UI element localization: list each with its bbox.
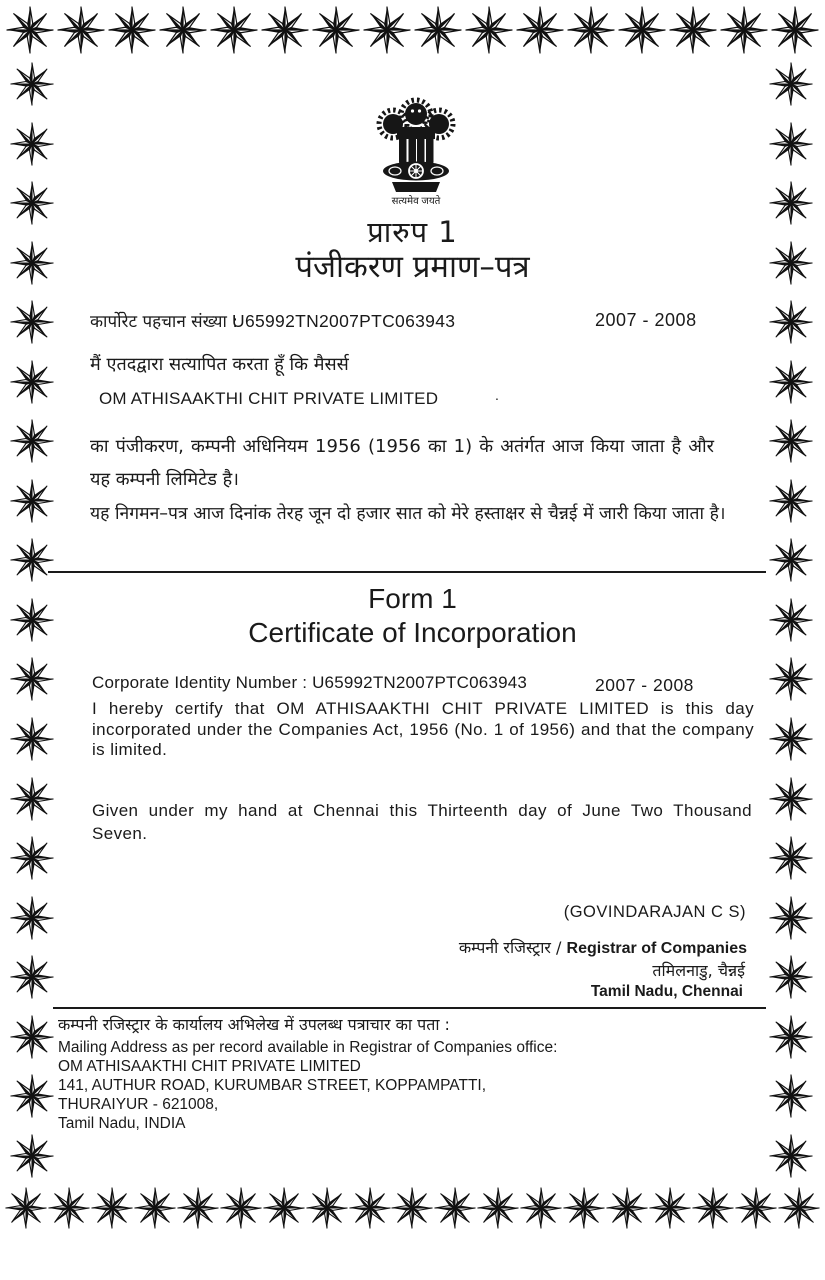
registrar-region-english: Tamil Nadu, Chennai xyxy=(590,983,743,1000)
ornament-star-icon xyxy=(108,6,156,54)
ornament-star-icon xyxy=(6,6,54,54)
ornament-star-icon xyxy=(10,62,54,106)
ornament-star-icon xyxy=(363,6,411,54)
mailing-label-hindi: कम्पनी रजिस्ट्रार के कार्यालय अभिलेख में उपलब्ध पत्राचार का पता : xyxy=(58,1015,450,1034)
certify-paragraph-english: I hereby certify that OM ATHISAAKTHI CHIT PRIVATE LIMITED is this day incorporated under the Companies Act, 1956 (No. 1 of 1956) and that the company is limited. xyxy=(92,699,754,759)
ornament-star-icon xyxy=(769,836,813,880)
ornament-star-icon xyxy=(5,1187,47,1229)
ornament-star-icon xyxy=(692,1187,734,1229)
section-divider-line xyxy=(48,571,766,573)
ornament-star-icon xyxy=(391,1187,433,1229)
mailing-address-line2: THURAIYUR - 621008, xyxy=(58,1096,219,1113)
ornament-star-icon xyxy=(306,1187,348,1229)
registrar-region-hindi: तमिलनाडु, चैन्नई xyxy=(652,961,745,980)
ornament-star-icon xyxy=(10,241,54,285)
ornament-star-icon xyxy=(769,62,813,106)
ornament-star-icon xyxy=(516,6,564,54)
ornament-star-icon xyxy=(312,6,360,54)
cin-value: U65992TN2007PTC063943 xyxy=(232,311,456,331)
ornament-star-icon xyxy=(769,657,813,701)
ornament-star-icon xyxy=(134,1187,176,1229)
ornament-star-icon xyxy=(48,1187,90,1229)
ornament-border-left xyxy=(8,62,56,1178)
cin-label-hindi: कार्पोरेट पहचान संख्या : xyxy=(90,312,238,332)
ornament-star-icon xyxy=(261,6,309,54)
period-mark: . xyxy=(495,387,499,403)
year-range-hindi-section: 2007 - 2008 xyxy=(595,310,697,330)
ornament-star-icon xyxy=(10,479,54,523)
ornament-star-icon xyxy=(159,6,207,54)
ornament-star-icon xyxy=(735,1187,777,1229)
ornament-star-icon xyxy=(10,955,54,999)
ornament-star-icon xyxy=(465,6,513,54)
registrar-title-hindi: कम्पनी रजिस्ट्रार / xyxy=(458,938,567,957)
certify-line-hindi: मैं एतदद्वारा सत्यापित करता हूँ कि मैसर्स xyxy=(90,354,349,375)
ornament-star-icon xyxy=(10,122,54,166)
ornament-star-icon xyxy=(414,6,462,54)
ornament-star-icon xyxy=(769,598,813,642)
ornament-star-icon xyxy=(769,777,813,821)
registrar-name: (GOVINDARAJAN C S) xyxy=(563,903,746,921)
ornament-star-icon xyxy=(769,181,813,225)
ornament-star-icon xyxy=(769,538,813,582)
ornament-star-icon xyxy=(769,1074,813,1118)
ornament-star-icon xyxy=(10,657,54,701)
ornament-star-icon xyxy=(91,1187,133,1229)
cin-line-english: Corporate Identity Number : U65992TN2007PTC063943 xyxy=(92,673,528,692)
mailing-address-block xyxy=(58,1038,718,1133)
ornament-border-bottom xyxy=(5,1186,820,1230)
ornament-star-icon xyxy=(10,1015,54,1059)
ornament-star-icon xyxy=(769,955,813,999)
ornament-star-icon xyxy=(10,1074,54,1118)
ornament-star-icon xyxy=(10,181,54,225)
ornament-star-icon xyxy=(769,717,813,761)
ornament-star-icon xyxy=(720,6,768,54)
ornament-star-icon xyxy=(618,6,666,54)
ornament-border-top xyxy=(6,4,819,56)
ornament-star-icon xyxy=(769,1134,813,1178)
ornament-border-right xyxy=(767,62,815,1178)
ornament-star-icon xyxy=(10,419,54,463)
ornament-star-icon xyxy=(434,1187,476,1229)
ornament-star-icon xyxy=(10,896,54,940)
ornament-star-icon xyxy=(563,1187,605,1229)
mailing-label-english: Mailing Address as per record available in Registrar of Companies office: xyxy=(58,1039,558,1056)
incorporation-paragraph-hindi: का पंजीकरण, कम्पनी अधिनियम 1956 (1956 का 1) के अतंर्गत आज किया जाता है और यह कम्पनी लिमिटेड है। xyxy=(90,436,714,490)
emblem-motto: सत्यमेव जयते xyxy=(391,196,441,207)
registrar-title xyxy=(459,936,747,958)
ornament-star-icon xyxy=(263,1187,305,1229)
company-name: OM ATHISAAKTHI CHIT PRIVATE LIMITED xyxy=(99,389,439,408)
ornament-star-icon xyxy=(769,360,813,404)
ornament-star-icon xyxy=(10,777,54,821)
ornament-star-icon xyxy=(769,419,813,463)
ornament-star-icon xyxy=(10,717,54,761)
ornament-star-icon xyxy=(10,1134,54,1178)
cert-title-english: Certificate of Incorporation xyxy=(248,617,577,648)
mailing-address-line1: 141, AUTHUR ROAD, KURUMBAR STREET, KOPPAMPATTI, xyxy=(58,1077,487,1094)
ornament-star-icon xyxy=(220,1187,262,1229)
ornament-star-icon xyxy=(769,122,813,166)
ornament-star-icon xyxy=(10,598,54,642)
ornament-star-icon xyxy=(57,6,105,54)
ornament-star-icon xyxy=(10,836,54,880)
ornament-star-icon xyxy=(349,1187,391,1229)
ornament-star-icon xyxy=(10,360,54,404)
ornament-star-icon xyxy=(10,538,54,582)
ornament-star-icon xyxy=(778,1187,820,1229)
ornament-star-icon xyxy=(769,241,813,285)
india-emblem-icon xyxy=(355,97,477,207)
mailing-divider-line xyxy=(53,1007,766,1009)
ornament-star-icon xyxy=(10,300,54,344)
mailing-company: OM ATHISAAKTHI CHIT PRIVATE LIMITED xyxy=(58,1058,361,1075)
ornament-star-icon xyxy=(649,1187,691,1229)
ornament-star-icon xyxy=(477,1187,519,1229)
ornament-star-icon xyxy=(769,896,813,940)
ornament-star-icon xyxy=(210,6,258,54)
ornament-star-icon xyxy=(771,6,819,54)
year-range-english-section: 2007 - 2008 xyxy=(595,675,694,695)
ornament-star-icon xyxy=(177,1187,219,1229)
ornament-star-icon xyxy=(669,6,717,54)
issued-paragraph-hindi: यह निगमन–पत्र आज दिनांक तेरह जून दो हजार सात को मेरे हस्ताक्षर से चैन्नई में जारी किया जाता है। xyxy=(90,504,726,524)
cert-title-hindi: पंजीकरण प्रमाण–पत्र xyxy=(295,249,530,285)
ornament-star-icon xyxy=(606,1187,648,1229)
form-title-hindi: प्रारुप 1 xyxy=(367,215,458,249)
registrar-title-english: Registrar of Companies xyxy=(566,940,747,957)
ornament-star-icon xyxy=(567,6,615,54)
ornament-star-icon xyxy=(769,300,813,344)
given-under-hand-paragraph: Given under my hand at Chennai this Thirteenth day of June Two Thousand Seven. xyxy=(92,801,752,843)
ornament-star-icon xyxy=(769,1015,813,1059)
ornament-star-icon xyxy=(520,1187,562,1229)
form-title-english: Form 1 xyxy=(368,583,457,614)
mailing-address-line3: Tamil Nadu, INDIA xyxy=(58,1115,186,1132)
